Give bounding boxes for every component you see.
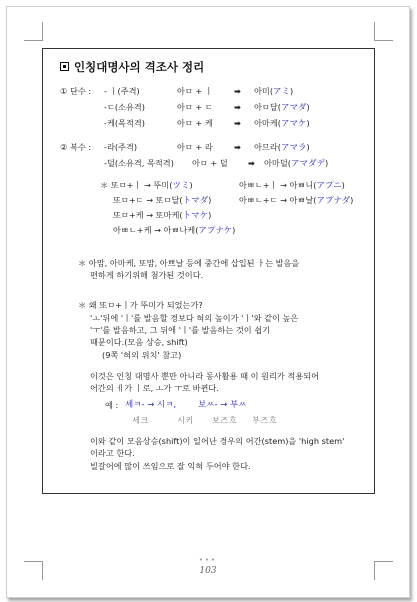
- jp-text: ツミ: [172, 181, 190, 191]
- singular-row-1-result: 아미(アミ): [254, 86, 294, 97]
- closing-line-3: 빌갈어에 많이 쓰임으로 잘 익혀 두어야 한다.: [90, 461, 251, 471]
- singular-row-3-left: -케(목적격): [104, 118, 145, 128]
- example-text: 아ㅃㄴ+케 → 아ㅃ나케: [113, 225, 196, 235]
- page-title: [60, 62, 204, 73]
- singular-row-2-left: -ㄷ(소유격): [104, 102, 145, 112]
- note-2-line-3: 때문이다.(모음 상승, shift): [90, 337, 188, 347]
- plural-row-1-left: -라(주격): [104, 142, 138, 152]
- jp-text: アプナダ: [316, 196, 351, 206]
- page-dots: •••: [198, 556, 218, 564]
- result-text: 아마덜: [264, 158, 288, 168]
- note-2-para-line-1: 이것은 인칭 대명사 뿐만 아니라 동사활용 때 이 원리가 적용되어: [90, 371, 320, 381]
- note-2-para-line-2: 어간의 ㅔ가 ㅣ로, ㅗ가 ㅜ로 바뀐다.: [90, 383, 219, 393]
- page-title-text: 인칭대명사의 격조사 정리: [74, 60, 205, 74]
- example-2-left: 또ㅁ+ㄷ → 또ㅁ달(トマダ): [113, 195, 212, 206]
- note-2-line-2: 'ㅜ'를 발음하고, 그 뒤에 'ㅣ'를 발음하는 것이 쉽기: [90, 325, 271, 335]
- example-label: 예 :: [105, 400, 119, 410]
- singular-label: ① 단수 :: [60, 86, 92, 96]
- crop-mark-top-right: [374, 22, 393, 41]
- arrow-icon: ➡: [234, 118, 241, 128]
- reading-3: 보즈흐: [212, 415, 238, 425]
- note-1-line-1: ＊ 아맘, 아마케, 또맘, 아쁘날 등에 중간에 삽입된 ㅏ는 발음을: [78, 258, 300, 268]
- singular-row-3-formula: 아ㅁ + 케: [177, 118, 213, 128]
- jp-text: アマケ: [280, 119, 307, 129]
- jp-text: トマダ: [182, 196, 209, 206]
- crop-mark-bottom-left: [24, 561, 43, 580]
- jp-text: アマダデ: [290, 159, 325, 169]
- plural-row-2-formula: 아ㅁ + 덜: [192, 158, 228, 168]
- page-number: 103: [199, 566, 217, 576]
- note-2-line-4: (9쪽 '혀의 위치' 참고): [102, 350, 182, 360]
- jp-text: アプニ: [316, 181, 342, 191]
- closing-line-1: 이와 같이 모음상승(shift)이 일어난 경우의 어간(stem)을 'high stem': [90, 436, 345, 446]
- reading-1: 세크: [132, 415, 149, 425]
- reading-2: 시키: [177, 415, 194, 425]
- example-text: 아ㅃㄴ+ㄷ → 아ㅃ날: [239, 195, 314, 205]
- arrow-icon: ➡: [234, 86, 241, 96]
- example-shift-2: 보ㅆ- → 부ㅆ: [198, 400, 247, 410]
- example-3-left: 또ㅁ+케 → 또마케(トマケ): [113, 210, 212, 221]
- singular-row-2-formula: 아ㅁ + ㄷ: [177, 102, 213, 112]
- example-text: 또ㅁ+ㄷ → 또ㅁ달: [113, 195, 180, 205]
- result-text: 아미: [254, 86, 270, 96]
- result-text: 아므라: [254, 142, 278, 152]
- example-text: 또ㅁ+케 → 또마케: [113, 210, 180, 220]
- example-shift-1: 셰ㅋ- → 시ㅋ,: [125, 400, 177, 410]
- plural-label: ② 복수 :: [60, 142, 92, 152]
- result-text: 아ㅁ달: [254, 102, 278, 112]
- example-text: ＊ 또ㅁ+ㅣ → 뚜미: [100, 180, 170, 190]
- example-text: 아ㅃㄴ+ㅣ → 아ㅃ니: [239, 180, 314, 190]
- plural-row-1-formula: 아ㅁ + 라: [177, 142, 213, 152]
- singular-row-2-result: 아ㅁ달(アマダ): [254, 102, 310, 113]
- arrow-icon: ➡: [234, 142, 241, 152]
- note-2-question: ＊ 왜 또ㅁ+ㅣ가 뚜미가 되었는가?: [78, 300, 203, 310]
- result-text: 아마케: [254, 118, 278, 128]
- crop-mark-top-left: [24, 22, 43, 41]
- jp-text: アプナケ: [198, 226, 233, 236]
- reading-4: 부즈흐: [252, 415, 278, 425]
- singular-row-3-result: 아마케(アマケ): [254, 118, 310, 129]
- plural-row-2-left: -덜(소유격, 목적격): [104, 158, 174, 168]
- jp-text: アマダ: [280, 103, 307, 113]
- example-1-left: ＊ 또ㅁ+ㅣ → 뚜미(ツミ): [100, 180, 193, 191]
- square-bullet-icon: [60, 62, 69, 71]
- note-2-line-1: 'ㅗ'뒤에 'ㅣ'를 발음할 경보다 혀의 높이가 'ㅣ'와 같이 높은: [90, 313, 299, 323]
- singular-row-1-formula: 아ㅁ + ㅣ: [177, 86, 213, 96]
- example-2-right: 아ㅃㄴ+ㄷ → 아ㅃ날(アプナダ): [239, 195, 354, 206]
- jp-text: トマケ: [182, 211, 209, 221]
- crop-mark-bottom-right: [374, 561, 393, 580]
- example-4-left: 아ㅃㄴ+케 → 아ㅃ나케(アプナケ): [113, 225, 236, 236]
- plural-row-2-result: 아마덜(アマダデ): [264, 158, 329, 169]
- plural-row-1-result: 아므라(アマラ): [254, 142, 310, 153]
- singular-row-1-left: - ㅣ(주격): [104, 86, 140, 96]
- closing-line-2: 이라고 한다.: [90, 448, 135, 458]
- note-1-line-2: 편하게 하기위해 첨가된 것이다.: [90, 270, 204, 280]
- arrow-icon: ➡: [248, 158, 255, 168]
- jp-text: アマラ: [280, 143, 307, 153]
- jp-text: アミ: [273, 87, 291, 97]
- example-1-right: 아ㅃㄴ+ㅣ → 아ㅃ니(アプニ): [239, 180, 345, 191]
- arrow-icon: ➡: [234, 102, 241, 112]
